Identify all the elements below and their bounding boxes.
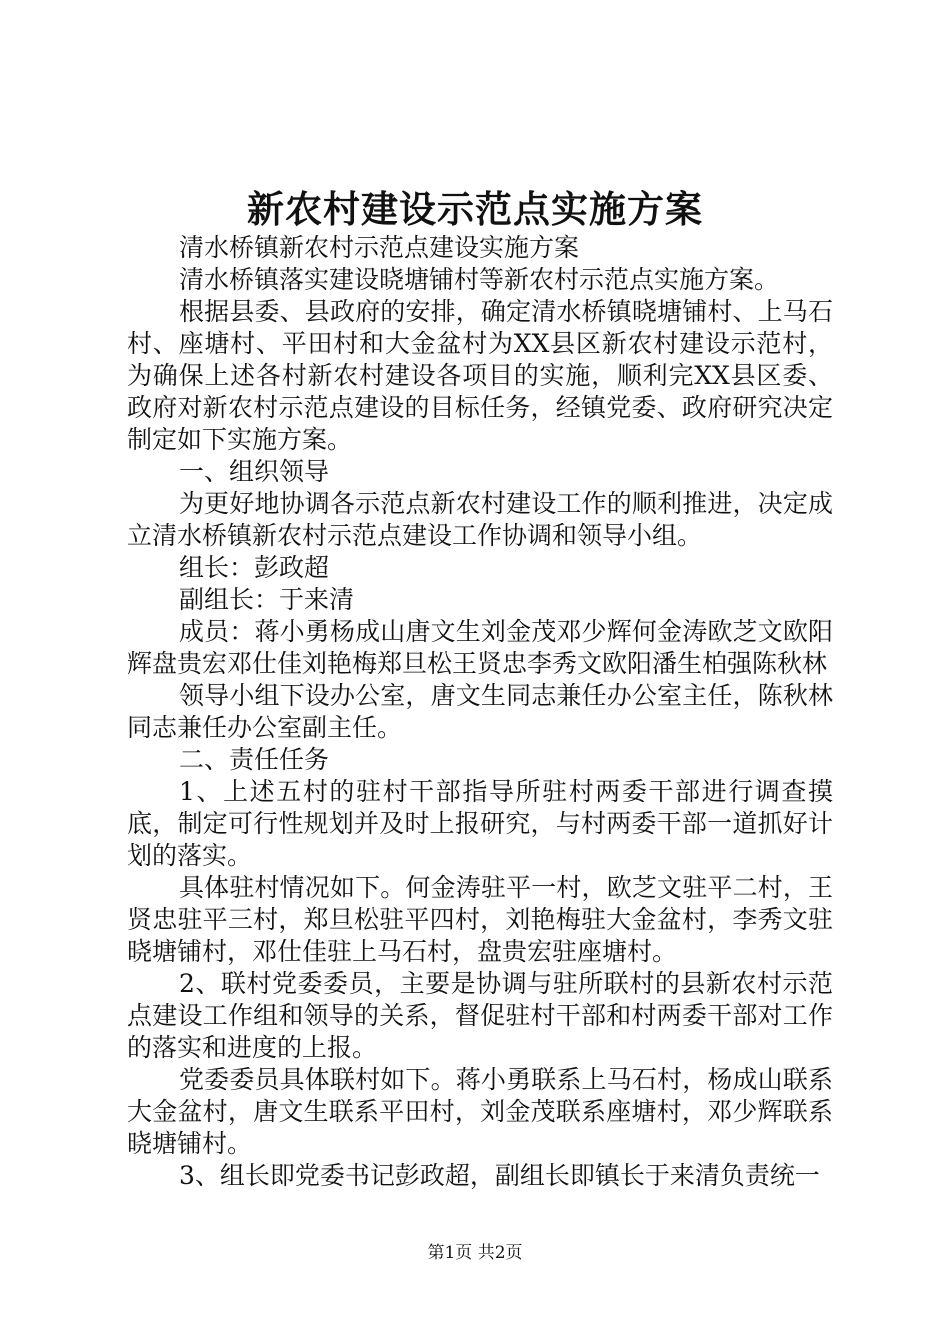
paragraph-members: 成员：蒋小勇杨成山唐文生刘金茂邓少辉何金涛欧芝文欧阳辉盘贵宏邓仕佳刘艳梅郑旦松王贤忠李秀文欧阳潘生柏强陈秋林 bbox=[127, 617, 833, 678]
paragraph-group-leader: 组长：彭政超 bbox=[179, 553, 330, 582]
document-body bbox=[127, 232, 833, 1192]
paragraph-deputy-leader: 副组长：于来清 bbox=[179, 585, 355, 614]
paragraph-committee-contacts: 党委委员具体联村如下。蒋小勇联系上马石村，杨成山联系大金盆村，唐文生联系平田村，刘金茂联系座塘村，邓少辉联系晓塘铺村。 bbox=[127, 1065, 833, 1158]
paragraph-item-1: 1、上述五村的驻村干部指导所驻村两委干部进行调查摸底，制定可行性规划并及时上报研究，与村两委干部一道抓好计划的落实。 bbox=[127, 777, 833, 870]
section-heading-organization: 一、组织领导 bbox=[179, 457, 330, 486]
paragraph-item-3: 3、组长即党委书记彭政超，副组长即镇长于来清负责统一 bbox=[179, 1161, 820, 1190]
paragraph-group-purpose: 为更好地协调各示范点新农村建设工作的顺利推进，决定成立清水桥镇新农村示范点建设工作协调和领导小组。 bbox=[127, 489, 833, 550]
paragraph-office: 领导小组下设办公室，唐文生同志兼任办公室主任，陈秋林同志兼任办公室副主任。 bbox=[127, 681, 833, 742]
paragraph-village-assignments: 具体驻村情况如下。何金涛驻平一村，欧芝文驻平二村，王贤忠驻平三村，郑旦松驻平四村，刘艳梅驻大金盆村，李秀文驻晓塘铺村，邓仕佳驻上马石村，盘贵宏驻座塘村。 bbox=[127, 873, 833, 966]
page-number-footer: 第1页 共2页 bbox=[427, 1243, 523, 1263]
paragraph-intro: 清水桥镇落实建设晓塘铺村等新农村示范点实施方案。 bbox=[179, 265, 780, 294]
paragraph-background: 根据县委、县政府的安排，确定清水桥镇晓塘铺村、上马石村、座塘村、平田村和大金盆村为XX县区新农村建设示范村，为确保上述各村新农村建设各项目的实施，顺利完XX县区委、政府对新农村示范点建设的目标任务，经镇党委、政府研究决定制定如下实施方案。 bbox=[127, 297, 833, 454]
paragraph-subtitle: 清水桥镇新农村示范点建设实施方案 bbox=[179, 233, 580, 262]
document-title: 新农村建设示范点实施方案 bbox=[247, 187, 703, 231]
paragraph-item-2: 2、联村党委委员，主要是协调与驻所联村的县新农村示范点建设工作组和领导的关系，督促驻村干部和村两委干部对工作的落实和进度的上报。 bbox=[127, 969, 833, 1062]
section-heading-responsibilities: 二、责任任务 bbox=[179, 745, 330, 774]
